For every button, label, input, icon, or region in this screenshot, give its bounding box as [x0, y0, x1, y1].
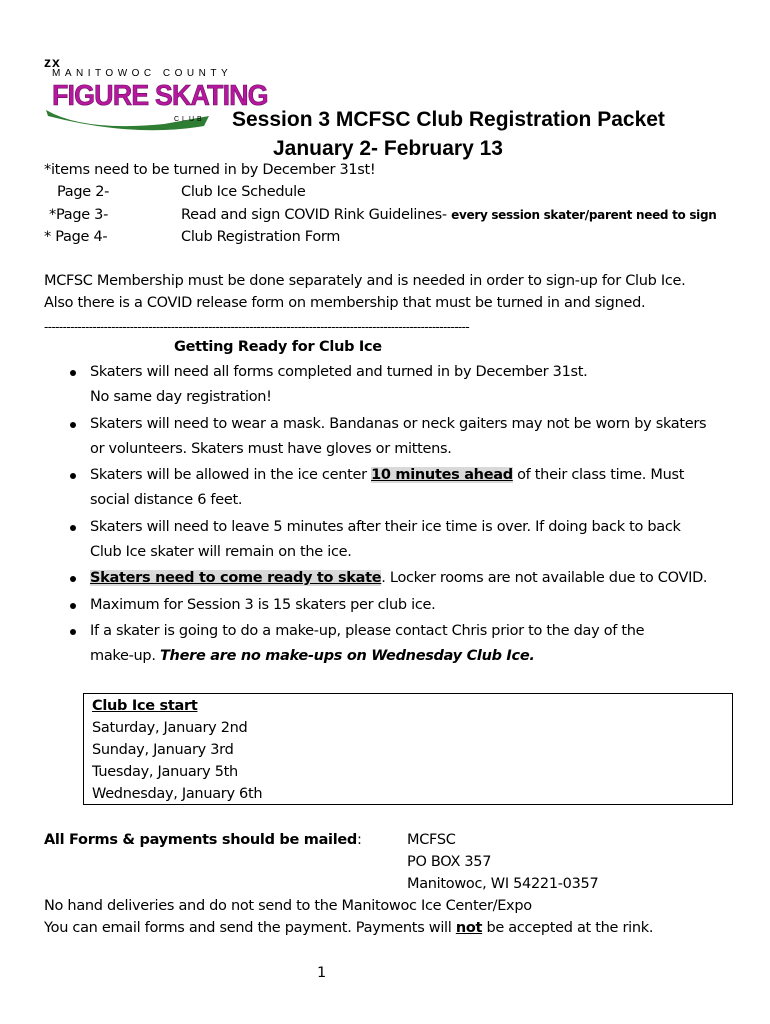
list-item-text: . Locker rooms are not available due to COVID.: [381, 570, 708, 586]
items-intro: *items need to be turned in by December 31st!: [44, 162, 376, 178]
mail-note: No hand deliveries and do not send to the Manitowoc Ice Center/Expo: [44, 898, 532, 914]
ready-list: [44, 360, 734, 671]
list-item: [44, 360, 734, 410]
bullet-icon: [70, 370, 76, 376]
list-item-text: Maximum for Session 3 is 15 skaters per club ice.: [90, 596, 436, 613]
ready-heading: Getting Ready for Club Ice: [174, 339, 382, 355]
bullet-icon: [70, 576, 76, 582]
emphasis-text: not: [455, 920, 483, 936]
page-title: Session 3 MCFSC Club Registration Packet: [232, 108, 665, 131]
item-note: every session skater/parent need to sign: [451, 208, 717, 222]
list-item: [44, 463, 734, 513]
logo-mark: zx: [44, 54, 61, 70]
list-item: [44, 619, 734, 669]
list-item-text: Club Ice skater will remain on the ice.: [90, 543, 352, 560]
mail-colon: :: [357, 832, 362, 848]
mail-address-line: Manitowoc, WI 54221-0357: [407, 876, 599, 892]
club-ice-date: Tuesday, January 5th: [92, 764, 238, 780]
club-ice-date: Saturday, January 2nd: [92, 720, 248, 736]
item-desc: Club Registration Form: [181, 229, 341, 245]
item-desc: Club Ice Schedule: [181, 184, 306, 200]
mail-label-text: All Forms & payments should be mailed: [44, 832, 358, 848]
list-item-text: If a skater is going to do a make-up, please contact Chris prior to the day of the: [90, 623, 645, 639]
list-item-text: Skaters will need all forms completed and turned in by December 31st.: [90, 364, 588, 380]
emphasis-text: There are no make-ups on Wednesday Club Ice.: [159, 648, 535, 664]
bullet-icon: [70, 473, 76, 479]
mail-address-line: MCFSC: [407, 832, 456, 848]
session-dates: January 2- February 13: [273, 137, 503, 160]
mail-address-line: PO BOX 357: [407, 854, 492, 870]
list-item-text: or volunteers. Skaters must have gloves or mittens.: [90, 440, 452, 457]
page-number: 1: [317, 965, 326, 981]
club-logo: [44, 54, 268, 134]
list-item-text: social distance 6 feet.: [90, 492, 243, 508]
club-ice-heading: Club Ice start: [92, 698, 198, 714]
bullet-icon: [70, 525, 76, 531]
list-item: [44, 566, 734, 591]
item-desc-text: Read and sign COVID Rink Guidelines-: [181, 207, 452, 223]
section-divider: ------------------------------------------------------------------------------------------------------------------: [44, 319, 470, 334]
mail-note: [44, 920, 653, 936]
item-desc: [181, 207, 717, 223]
logo-name-text: FIGURE SKATING: [52, 80, 268, 112]
mail-note-text: be accepted at the rink.: [482, 920, 654, 936]
list-item-text: make-up.: [90, 648, 160, 664]
highlight-text: 10 minutes ahead: [371, 467, 513, 483]
highlight-text: Skaters need to come ready to skate: [90, 570, 382, 586]
mail-note-text: You can email forms and send the payment. Payments will: [44, 920, 456, 936]
logo-county-text: MANITOWOC COUNTY: [52, 68, 233, 79]
list-item-text: Skaters will need to leave 5 minutes after their ice time is over. If doing back to back: [90, 518, 681, 535]
club-ice-box: [83, 693, 733, 805]
club-ice-date: Wednesday, January 6th: [92, 786, 263, 802]
list-item-text: No same day registration!: [90, 389, 272, 405]
bullet-icon: [70, 422, 76, 428]
membership-line: MCFSC Membership must be done separately and is needed in order to sign-up for Club Ice.: [44, 273, 686, 289]
list-item-text: Skaters will need to wear a mask. Bandanas or neck gaiters may not be worn by skaters: [90, 415, 707, 432]
bullet-icon: [70, 629, 76, 635]
list-item-text: Skaters will be allowed in the ice center: [90, 467, 372, 483]
list-item: [44, 515, 734, 565]
list-item-text: of their class time. Must: [512, 467, 685, 483]
list-item: [44, 412, 734, 462]
list-item: [44, 593, 734, 618]
bullet-icon: [70, 603, 76, 609]
item-page: *Page 3-: [49, 207, 109, 223]
logo-club-text: CLUB: [174, 116, 205, 123]
club-ice-date: Sunday, January 3rd: [92, 742, 234, 758]
mail-label: [44, 832, 362, 848]
membership-line: Also there is a COVID release form on membership that must be turned in and signed.: [44, 295, 646, 311]
item-page: Page 2-: [57, 184, 110, 200]
item-page: * Page 4-: [44, 229, 108, 245]
